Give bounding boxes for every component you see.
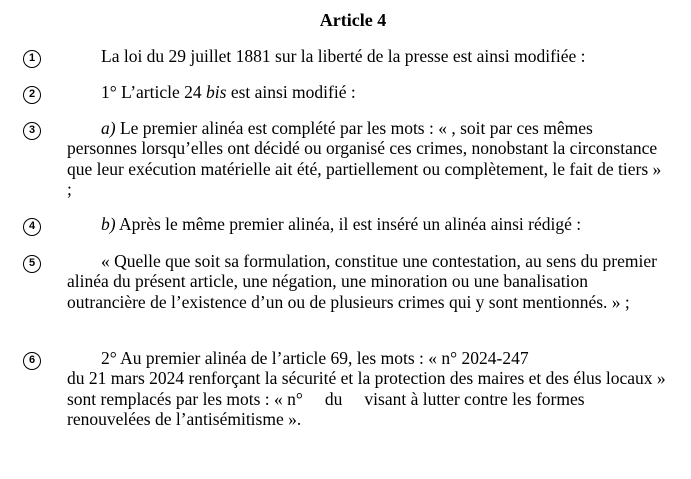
text-italic: a) xyxy=(101,118,116,138)
paragraph-5 xyxy=(67,251,667,312)
paragraph-text xyxy=(67,118,667,199)
paragraph-text xyxy=(67,214,667,234)
paragraph-2 xyxy=(67,82,667,102)
text-part: visant à lutter contre les formes renouvelées de l’antisémitisme ». xyxy=(67,388,585,429)
paragraph-number-icon: 3 xyxy=(23,122,41,140)
paragraph-number-icon: 6 xyxy=(23,352,41,370)
paragraph-3 xyxy=(67,118,667,199)
paragraph-text xyxy=(67,368,667,429)
article-title: Article 4 xyxy=(319,10,387,30)
text-suffix: Après le même premier alinéa, il est inséré un alinéa ainsi rédigé : xyxy=(115,214,582,234)
text-part: du 21 mars 2024 renforçant la sécurité et la protection des maires et des élus locaux » sont remplacés par les mots : « n° xyxy=(67,368,666,409)
paragraph-number-icon: 2 xyxy=(23,86,41,104)
paragraph-text-line1: 2° Au premier alinéa de l’article 69, les mots : « n° 2024-247 xyxy=(101,348,529,368)
paragraph-text xyxy=(67,82,667,102)
text-italic: b) xyxy=(101,214,116,234)
paragraph-text: La loi du 29 juillet 1881 sur la liberté de la presse est ainsi modifiée : xyxy=(101,46,586,66)
paragraph-1 xyxy=(67,46,667,66)
text-suffix: est ainsi modifié : xyxy=(226,82,356,102)
paragraph-number-icon: 1 xyxy=(23,50,41,68)
text-italic: bis xyxy=(206,82,227,102)
paragraph-number-icon: 5 xyxy=(23,255,41,273)
text-suffix: Le premier alinéa est complété par les mots : « , soit par ces mêmes personnes lorsqu’elles ont décidé ou organisé ces crimes, nonobstant la circonstance que leur exécution matérielle ait été, partiellement ou complètement, le fait de tiers » ; xyxy=(67,118,662,199)
paragraph-6 xyxy=(67,348,667,429)
text-prefix: 1° L’article 24 xyxy=(101,82,206,102)
paragraph-text: « Quelle que soit sa formulation, constitue une contestation, au sens du premier alinéa du présent article, une négation, une minoration ou une banalisation outrancière de l’existence d’un ou de plusieurs crimes qui y sont mentionnés. » ; xyxy=(67,251,657,312)
paragraph-number-icon: 4 xyxy=(23,218,41,236)
paragraph-4 xyxy=(67,214,667,234)
text-part: du xyxy=(324,388,343,409)
